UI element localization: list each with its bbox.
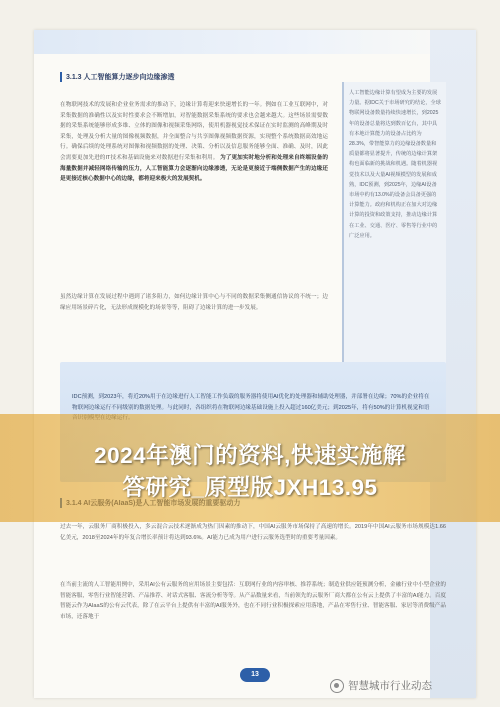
watermark: [330, 676, 496, 696]
idc-forecast-text: IDC预测，到2023年，将近20%用于在边缘进行人工智能工作负载的服务器将使用AI优化的处理器和辅助处理器，并部署在边缘；70%的企业将在物联网边缘运行不同级别的数据处理。与此同时，各组织将在物联网边缘基础设施上投入超过160亿美元；到2025年，将有50%的计算机视觉和语: [72, 394, 430, 411]
banner-title: [0, 440, 500, 504]
header-band: [34, 30, 476, 54]
section2-paragraph-2: 在当前主流的人工智能用例中，采用AI公有云服务的应用场景主要包括：互联网行业的内容审核、推荐系统；制造业供应链预测分析，金融行业中小型企业的智能客服，零售行业智能营销、产品推荐、对话式客服、客流分析等等。从产品数量来看，当前领先的云服务厂商大都在公有云上提供了丰富的AI能力。百度智能云作为AIaaS的公有云代表，除了在云平台上提供有丰富的AI服务外，也在不同行业积极探索应用落地，产品在零售行业、智能客服、家居等消费级产品市场，还落地于: [60, 582, 446, 620]
document-page: [34, 30, 476, 698]
page-number: 13: [240, 668, 270, 682]
paragraph-bold-text: 为了更加实时地分析和处理来自终端设备的海量数据并减轻网络传输的压力，人工智能算力会逐渐向边缘渗透，无论是更接近于端侧数据产生的边缘还是更接近核心数据中心的边缘，都将迎来极大的发展契机。: [60, 154, 328, 183]
side-note-text: 人工智能边缘计算有望成为主要的发展力量。据IDC关于市场研究的结论，全球物联网设备数量持续快速增长，到2025年的设备总量将达到数百亿台，其中具有本地计算能力的设备占比约为28.3%，带智能算力的边缘设备数量和质量都将显著提升，传统的边缘计算架构也面临新的挑战和机遇。随着机器视觉技术以及大量AI视频模型的发展和成熟，IDC预测，到2025年，边缘AI设备市场中约有13.0%的设备会具备更强的计算能力。政府和机构正在加大对边缘计算的投资和政策支持，推动边缘计算在工业、交通、医疗、零售等行业中的广泛应用。: [349, 90, 441, 239]
watermark-text: 智慧城市行业动态: [348, 680, 432, 692]
banner-title-line-1: 2024年澳门的资料,快速实施解: [94, 443, 406, 468]
section-heading-3-1-3: 3.1.3 人工智能算力逐步向边缘渗透: [60, 72, 175, 82]
section-paragraph: [60, 100, 328, 185]
section2-paragraph-1: 过去一年，云服务厂商积极投入，多云混合云技术逐渐成为热门因素的推动下，中国AI云服务市场保持了高速的增长。2019年中国AI云服务市场规模达1.66亿美元，2018至2024年的年复合增长率预计将达到93.6%。AI能力已成为用户进行云服务选型时的重要考量因素。: [60, 524, 446, 541]
paragraph-text: 在物联网技术的发展和企业业务需求的推动下，边缘计算将迎来快速增长的一年。例如在工业互联网中，对采集数据的准确性以及实时性要求会不断增加，对智能数据采集系统的要求也会越来越大。这些场景需要数据的采集系统能够形成多维、立体的图像和视频采集网络，使用机器视觉技术保证在实时监测的高峰期及时采集，处理及分析大量的图像视频数据，并全面整合与共享图像视频数据资源，实现整个系统数据高效地运行。确保后续的处理系统对图像和视频数据的处理、决策、分析以及信息服务能够全面、准确、及时，因此会需要更加先进的IT技术和基础设施来对数据进行采集和利用。: [60, 102, 328, 161]
wechat-account-icon: [330, 679, 344, 693]
banner-title-line-2: 答研究_原型版JXH13.95: [122, 475, 378, 500]
section-paragraph-2: 虽然边缘计算在发展过程中遇到了诸多阻力，如何边缘计算中心与不同的数据采集侧通信协议的不统一；边缘应用场景碎片化，无法形成规模化的场景等等，阻碍了边缘计算的进一步发展。: [60, 294, 328, 311]
